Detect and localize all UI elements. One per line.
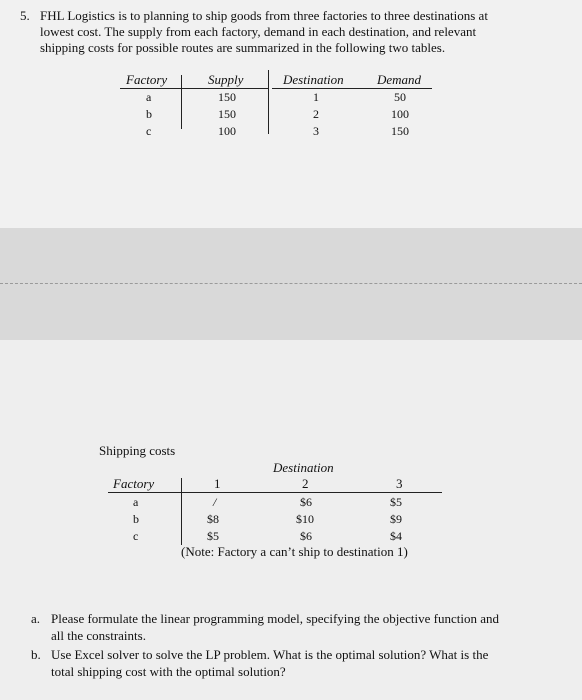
supply-header-supply: Supply [208,72,244,87]
supply-value-c: 100 [218,124,236,138]
cost-dest-col-2: 2 [302,476,309,491]
demand-header-demand: Demand [377,72,422,87]
cost-c-3: $4 [390,529,402,543]
supply-header-factory: Factory [126,72,168,87]
cost-a-2: $6 [300,495,312,509]
supply-factory-b: b [146,107,152,121]
demand-header-destination: Destination [283,72,344,87]
demand-value-3: 150 [391,124,409,138]
problem-line-1: FHL Logistics is to planning to ship goods from three factories to three destinations at [40,8,488,23]
cost-factory-b: b [133,512,139,526]
shaded-band [0,228,582,340]
supply-column-divider [181,75,182,129]
table-separator [268,70,269,134]
demand-dest-3: 3 [313,124,319,138]
cost-header-underline [108,492,442,493]
supply-factory-a: a [146,90,152,104]
question-a-line-1: Please formulate the linear programming model, specifying the objective function and [51,611,499,626]
question-a-label: a. [31,611,41,626]
supply-header-underline [120,88,268,89]
cost-dest-col-3: 3 [396,476,403,491]
cost-note: (Note: Factory a can’t ship to destination 1) [181,544,408,559]
cost-column-divider [181,478,182,545]
question-b-line-1: Use Excel solver to solve the LP problem. What is the optimal solution? What is the [51,647,489,662]
supply-value-a: 150 [218,90,236,104]
cost-destination-header: Destination [273,460,334,475]
cost-b-3: $9 [390,512,402,526]
cost-dest-col-1: 1 [214,476,221,491]
problem-line-2: lowest cost. The supply from each factory, demand in each destination, and relevant [40,24,477,39]
problem-line-3: shipping costs for possible routes are summarized in the following two tables. [40,40,446,55]
dashed-divider [0,283,582,284]
question-b-line-2: total shipping cost with the optimal solution? [51,664,286,679]
cost-c-1: $5 [207,529,219,543]
cost-a-1: / [213,495,217,509]
supply-factory-c: c [146,124,152,138]
demand-value-1: 50 [394,90,406,104]
bottom-paper-area [0,340,582,700]
cost-a-3: $5 [390,495,402,509]
cost-factory-c: c [133,529,139,543]
problem-number: 5. [20,8,30,23]
shipping-costs-title: Shipping costs [99,443,176,458]
question-a-line-2: all the constraints. [51,628,146,643]
demand-header-underline [272,88,432,89]
cost-b-1: $8 [207,512,219,526]
cost-factory-a: a [133,495,139,509]
demand-value-2: 100 [391,107,409,121]
supply-value-b: 150 [218,107,236,121]
cost-b-2: $10 [296,512,314,526]
demand-dest-1: 1 [313,90,319,104]
cost-factory-header: Factory [113,476,155,491]
cost-c-2: $6 [300,529,312,543]
demand-dest-2: 2 [313,107,319,121]
question-b-label: b. [31,647,41,662]
